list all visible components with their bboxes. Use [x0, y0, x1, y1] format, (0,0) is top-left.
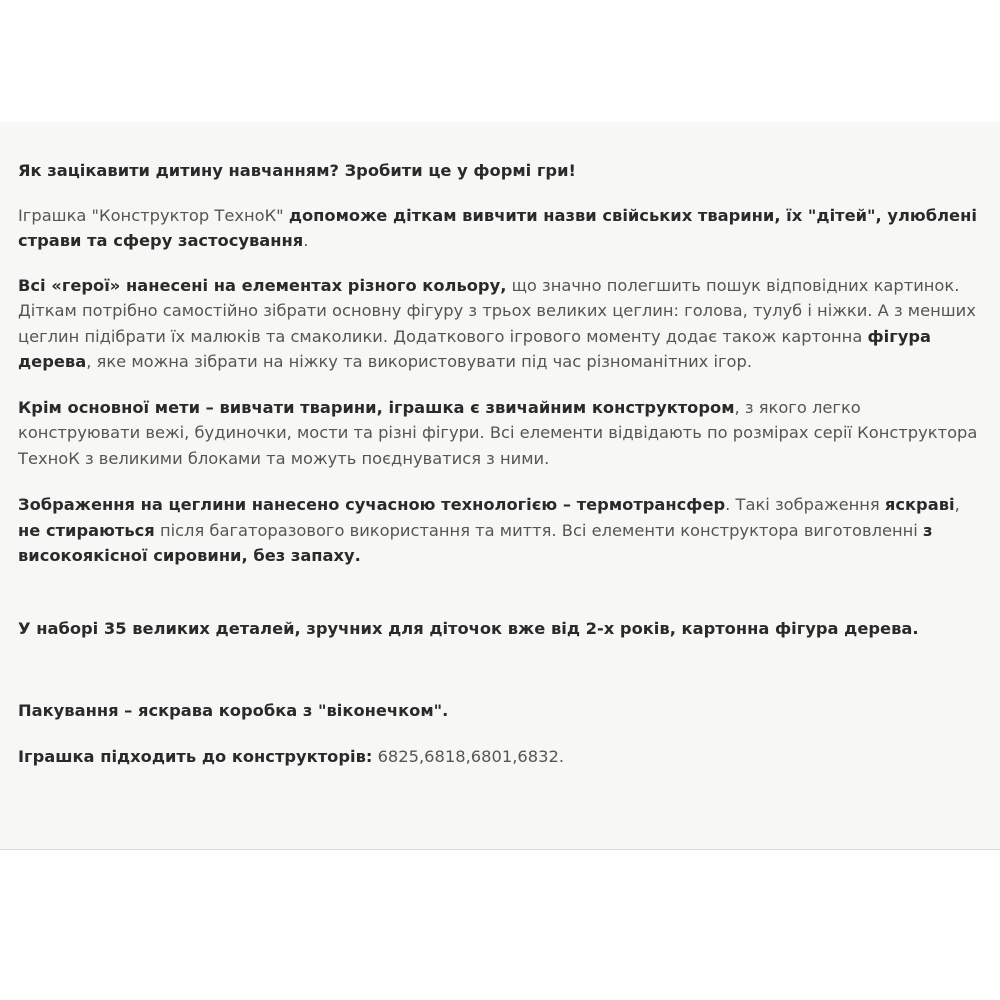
product-description-panel: [0, 122, 1000, 850]
constructor-bold-1: Крім основної мети – вивчати тварини, іграшка є звичайним конструктором: [18, 397, 735, 417]
images-text-2: ,: [954, 495, 960, 514]
heroes-text-1: що значно полегшить пошук відповідних картинок. Діткам потрібно самостійно зібрати основну фігуру з трьох великих цеглин: голова, тулуб і ніжки. А з менших цеглин підібрати їх малюків та смаколики. Додаткового ігрового моменту додає також картонна: [18, 275, 976, 346]
purpose-text-2: .: [303, 231, 309, 250]
intro-heading-text: Як зацікавити дитину навчанням? Зробити це у формі гри!: [18, 161, 576, 180]
paragraph-constructor: [18, 395, 980, 472]
images-text-1: . Такі зображення: [725, 495, 885, 514]
paragraph-images: [18, 492, 980, 569]
paragraph-compatibility: [18, 744, 980, 770]
heroes-bold-2: фігура дерева: [18, 326, 931, 371]
images-bold-1: Зображення на цеглини нанесено сучасною технологією – термотрансфер: [18, 495, 726, 514]
purpose-bold-1: допоможе діткам вивчити назви свійських тварини, їх "дітей", улюблені страви та сферу застосування: [18, 205, 977, 250]
heroes-text-2: , яке можна зібрати на ніжку та використовувати під час різноманітних ігор.: [86, 352, 753, 371]
intro-heading: [18, 158, 980, 184]
constructor-text-1: , з якого легко конструювати вежі, будиночки, мости та різні фігури. Всі елементи відвідають по розмірах серії Конструктора ТехноК з великими блоками та можуть поєднуватися з ними.: [18, 397, 978, 468]
purpose-text-1: Іграшка "Конструктор ТехноК": [18, 205, 289, 225]
compatibility-models: 6825,6818,6801,6832.: [372, 746, 565, 766]
set-contents-bold: У наборі 35 великих деталей, зручних для діточок вже від 2-х років, картонна фігура дерева.: [18, 618, 919, 638]
images-text-3: після багаторазового використання та миття. Всі елементи конструктора виготовленні: [154, 520, 923, 540]
paragraph-heroes: [18, 273, 980, 375]
heroes-bold-1: Всі «герої» нанесені на елементах різного кольору,: [18, 275, 507, 295]
packaging-bold: Пакування – яскрава коробка з "віконечком".: [18, 701, 449, 720]
paragraph-packaging: [18, 698, 980, 724]
images-bold-4: з високоякісної сировини, без запаху.: [18, 520, 933, 565]
paragraph-purpose: [18, 203, 980, 254]
compatibility-bold: Іграшка підходить до конструкторів:: [18, 746, 373, 766]
images-bold-2: яскраві: [884, 495, 955, 514]
images-bold-3: не стираються: [18, 520, 155, 540]
paragraph-set-contents: [18, 616, 980, 642]
